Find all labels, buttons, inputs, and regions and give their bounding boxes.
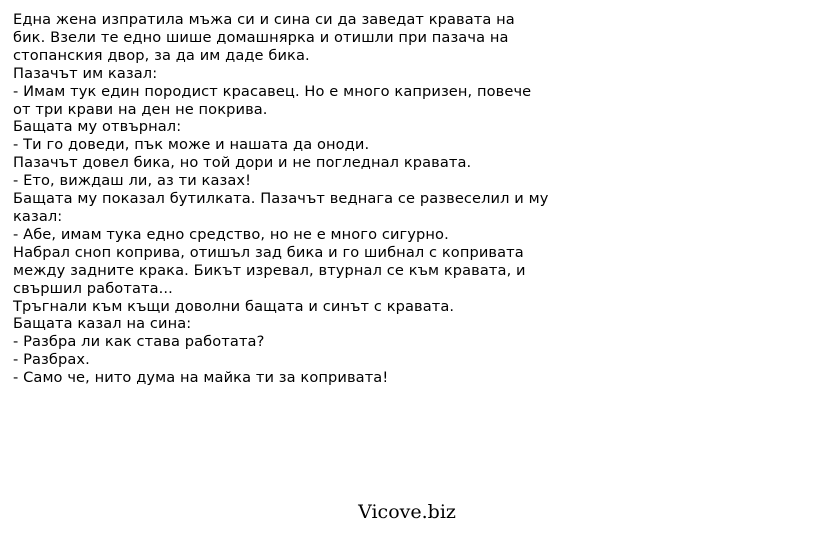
joke-line: свършил работата... bbox=[13, 279, 173, 297]
joke-line: - Разбра ли как става работата? bbox=[13, 333, 265, 351]
joke-text bbox=[13, 11, 613, 387]
joke-line: Пазачът им казал: bbox=[13, 64, 158, 82]
site-watermark: Vicove.biz bbox=[358, 501, 456, 523]
joke-line: - Само че, нито дума на майка ти за копривата! bbox=[13, 369, 389, 387]
joke-line: Една жена изпратила мъжа си и сина си да заведат кравата на bbox=[13, 11, 515, 28]
joke-line: Набрал сноп коприва, отишъл зад бика и го шибнал с копривата bbox=[13, 243, 524, 261]
joke-line: - Ти го доведи, пък може и нашата да оноди. bbox=[13, 136, 370, 154]
joke-line: - Ето, виждаш ли, аз ти казах! bbox=[13, 172, 252, 190]
joke-line: - Имам тук един породист красавец. Но е много капризен, повече bbox=[13, 82, 532, 100]
joke-line: от три крави на ден не покрива. bbox=[13, 100, 268, 118]
joke-line: Пазачът довел бика, но той дори и не погледнал кравата. bbox=[13, 154, 472, 172]
joke-line: Бащата казал на сина: bbox=[13, 315, 192, 333]
joke-line: стопанския двор, за да им даде бика. bbox=[13, 46, 310, 64]
joke-line: Бащата му показал бутилката. Пазачът веднага се развеселил и му bbox=[13, 190, 549, 208]
joke-line: - Абе, имам тука едно средство, но не е много сигурно. bbox=[13, 225, 449, 243]
joke-line: Бащата му отвърнал: bbox=[13, 118, 182, 136]
joke-line: бик. Взели те едно шише домашнярка и отишли при пазача на bbox=[13, 28, 509, 46]
joke-line: - Разбрах. bbox=[13, 351, 90, 369]
joke-line: казал: bbox=[13, 207, 63, 225]
joke-line: между задните крака. Бикът изревал, втурнал се към кравата, и bbox=[13, 261, 526, 279]
joke-line: Тръгнали към къщи доволни бащата и синът с кравата. bbox=[13, 297, 455, 315]
